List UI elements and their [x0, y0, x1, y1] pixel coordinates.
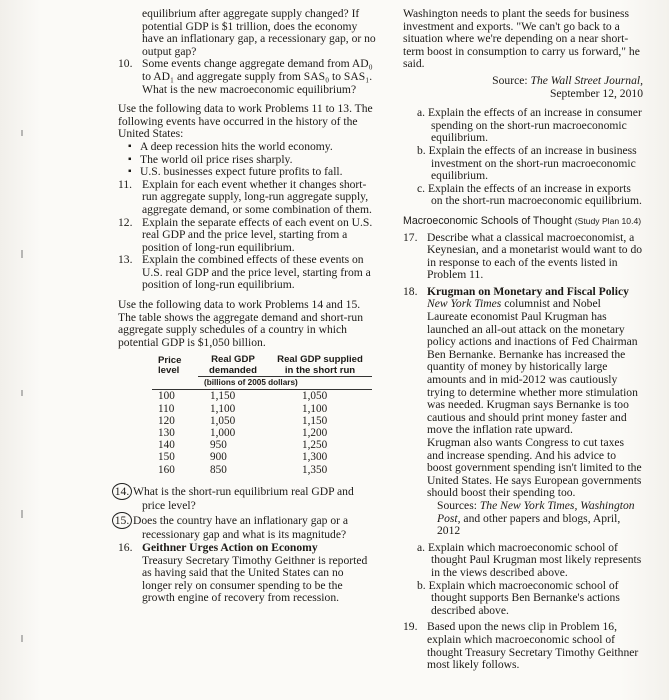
problems-14-15-intro: Use the following data to work Problems 14 and 15. The table shows the aggregate demand and short-run aggregate supply schedules of a country in which potential GDP is $1,050 billion. — [118, 298, 363, 349]
problem-18-sources — [403, 500, 643, 538]
problem-13 — [118, 254, 376, 292]
cell-gdp-demanded: 1,050 — [210, 414, 236, 427]
table-row — [152, 451, 372, 463]
col-real-gdp-supplied: Real GDP supplied in the short run — [277, 354, 363, 376]
cell-gdp-supplied: 1,250 — [302, 439, 328, 452]
problem-16 — [118, 542, 376, 555]
problem-16a: a. Explain the effects of an increase in consumer spending on the short-run macroeconomic equilibrium. — [417, 106, 642, 145]
section-study-plan: (Study Plan 10.4) — [574, 215, 642, 226]
problem-17-text: Describe what a classical macroeconomist, a Keynesian, and a monetarist would want to do in response to each of the events listed in Problem 11. — [427, 230, 643, 282]
cell-gdp-demanded: 1,100 — [210, 402, 236, 415]
problem-14-text: What is the short-run equilibrium real GDP and price level? — [133, 484, 354, 512]
section-heading-title: Macroeconomic Schools of Thought — [403, 214, 572, 227]
problem-15-text: Does the country have an inflationary gap or a recessionary gap and what is its magnitude? — [133, 514, 349, 542]
event-item: ▪ The world oil price rises sharply. — [118, 154, 376, 167]
event-item: ▪ A deep recession hits the world economy. — [118, 141, 376, 154]
continued-question-text: equilibrium after aggregate supply changed? If potential GDP is $1 trillion, does the economy have an inflationary gap, a recessionary gap, or no output gap? — [142, 7, 376, 58]
cell-gdp-demanded: 1,150 — [198, 390, 268, 403]
event-item: ▪ U.S. businesses expect future profits to fall. — [118, 166, 376, 179]
news-quote: Washington needs to plant the seeds for business investment and exports. "We can't go back to a situation where we're depending on a near short-term boost in consumption to carry us forward," he said. — [403, 7, 640, 71]
table-row — [152, 439, 372, 451]
problem-18a: a. Explain which macroeconomic school of thought Paul Krugman most likely represents in the views described above. — [417, 540, 642, 579]
col-price-level: Price level — [158, 354, 182, 377]
problem-18-text — [403, 298, 643, 437]
source-label: Source: — [492, 73, 528, 87]
problem-18-body: columnist and Nobel Laureate economist Paul Krugman has launched an all-out attack on the monetary policy actions and inactions of Fed Chairman Ben Bernanke. Bernanke has increased the quantity of money by historically large amounts and in mid-2012 was cautiously trying to determine whether more stimulation was needed. Krugman says Bernanke is too cautious and should print money faster and move the inflation rate upward. — [427, 297, 638, 437]
problem-17-number: 17. — [403, 230, 418, 244]
margin-marks — [18, 130, 26, 650]
problem-10-text: Some events change aggregate demand from AD₀ to AD₁ and aggregate supply from SAS₀ to SAS₁. What is the new macroeconomic equilibrium? — [142, 57, 373, 96]
problem-16-number: 16. — [118, 541, 133, 555]
problem-11 — [118, 179, 376, 217]
problem-18-number: 18. — [403, 284, 418, 298]
problem-10 — [118, 58, 376, 96]
problem-12-number: 12. — [118, 215, 133, 229]
cell-price-level: 130 — [158, 427, 175, 440]
problem-13-text: Explain the combined effects of these events on U.S. real GDP and the price level, starting from a position of long-run equilibrium. — [142, 253, 371, 292]
problem-16-title: Geithner Urges Action on Economy — [142, 541, 318, 555]
problem-18-para2: Krugman also wants Congress to cut taxes and increase spending. And his advice to boost government spending isn't limited to the United States. He says European governments should boost their spending too. — [427, 436, 642, 500]
problem-15 — [114, 512, 376, 542]
source-date: September 12, 2010 — [549, 86, 643, 100]
news-source — [403, 75, 643, 100]
cell-gdp-demanded: 850 — [210, 463, 227, 476]
problem-18b: b. Explain which macroeconomic school of thought supports Ben Bernanke's actions described above. — [417, 578, 620, 617]
problem-16b: b. Explain the effects of an increase in business investment on the short-run macroeconomic equilibrium. — [417, 143, 637, 183]
sources-label: Sources: — [437, 498, 477, 512]
sources-rest: and other papers and blogs, April, 2012 — [437, 511, 621, 538]
problems-11-13-intro: Use the following data to work Problems 11 to 13. The following events have occurred in the history of the United States: — [118, 102, 373, 141]
left-column — [114, 7, 376, 605]
right-column — [403, 8, 643, 672]
problem-12 — [118, 217, 376, 255]
cell-price-level: 160 — [158, 463, 175, 476]
sources-publications: The New York Times, Washington Post, — [437, 498, 635, 525]
cell-gdp-supplied: 1,200 — [302, 427, 328, 440]
col-real-gdp-demanded: Real GDP demanded — [209, 354, 257, 376]
table-row — [152, 390, 372, 403]
problem-16-text: Treasury Secretary Timothy Geithner is reported as having said that the United States can no longer rely on consumer spending to be the growth engine of recovery from recession. — [142, 553, 368, 605]
problem-16c: c. Explain the effects of an increase in exports on the short-run macroeconomic equilibrium. — [417, 181, 642, 208]
problem-18-title: Krugman on Monetary and Fiscal Policy — [427, 284, 629, 298]
problem-14 — [114, 483, 376, 513]
cell-price-level: 110 — [158, 402, 175, 415]
table-row — [152, 464, 372, 476]
source-publication: The Wall Street Journal, — [530, 73, 643, 87]
problem-14-number-circled: 14. — [112, 483, 132, 500]
problem-13-number: 13. — [118, 253, 133, 267]
table-row — [152, 403, 372, 415]
table-row — [152, 415, 372, 427]
cell-gdp-supplied: 1,100 — [302, 402, 328, 415]
cell-price-level: 120 — [158, 414, 175, 427]
problem-17 — [403, 232, 643, 282]
problem-10-number: 10. — [118, 57, 133, 71]
cell-price-level: 150 — [158, 451, 175, 464]
events-list — [118, 141, 376, 179]
problem-12-text: Explain the separate effects of each event on U.S. real GDP and the price level, starting from a position of long-run equilibrium. — [142, 215, 373, 254]
problem-11-text: Explain for each event whether it changes short-run aggregate supply, long-run aggregate supply, aggregate demand, or some combination of them. — [142, 177, 372, 216]
cell-price-level: 100 — [152, 390, 198, 403]
cell-gdp-supplied: 1,050 — [268, 390, 372, 403]
cell-price-level: 140 — [158, 439, 175, 452]
cell-gdp-demanded: 900 — [210, 451, 227, 464]
table-body — [152, 390, 372, 476]
ad-sas-table — [152, 355, 372, 475]
cell-gdp-demanded: 950 — [210, 439, 227, 452]
cell-gdp-supplied: 1,350 — [302, 463, 328, 476]
problem-18-newspaper: New York Times — [427, 297, 502, 311]
table-units: (billions of 2005 dollars) — [198, 377, 372, 390]
cell-gdp-demanded: 1,000 — [210, 427, 236, 440]
problem-11-number: 11. — [118, 177, 133, 191]
problem-15-number-circled: 15. — [112, 512, 132, 529]
table-row — [152, 427, 372, 439]
cell-gdp-supplied: 1,150 — [302, 414, 328, 427]
cell-gdp-supplied: 1,300 — [302, 451, 328, 464]
section-heading — [403, 215, 643, 228]
problem-19-number: 19. — [403, 620, 418, 634]
problem-19-text: Based upon the news clip in Problem 16, explain which macroeconomic school of thought Treasury Secretary Timothy Geithner most likely follows. — [427, 620, 639, 672]
problem-19 — [403, 621, 643, 671]
